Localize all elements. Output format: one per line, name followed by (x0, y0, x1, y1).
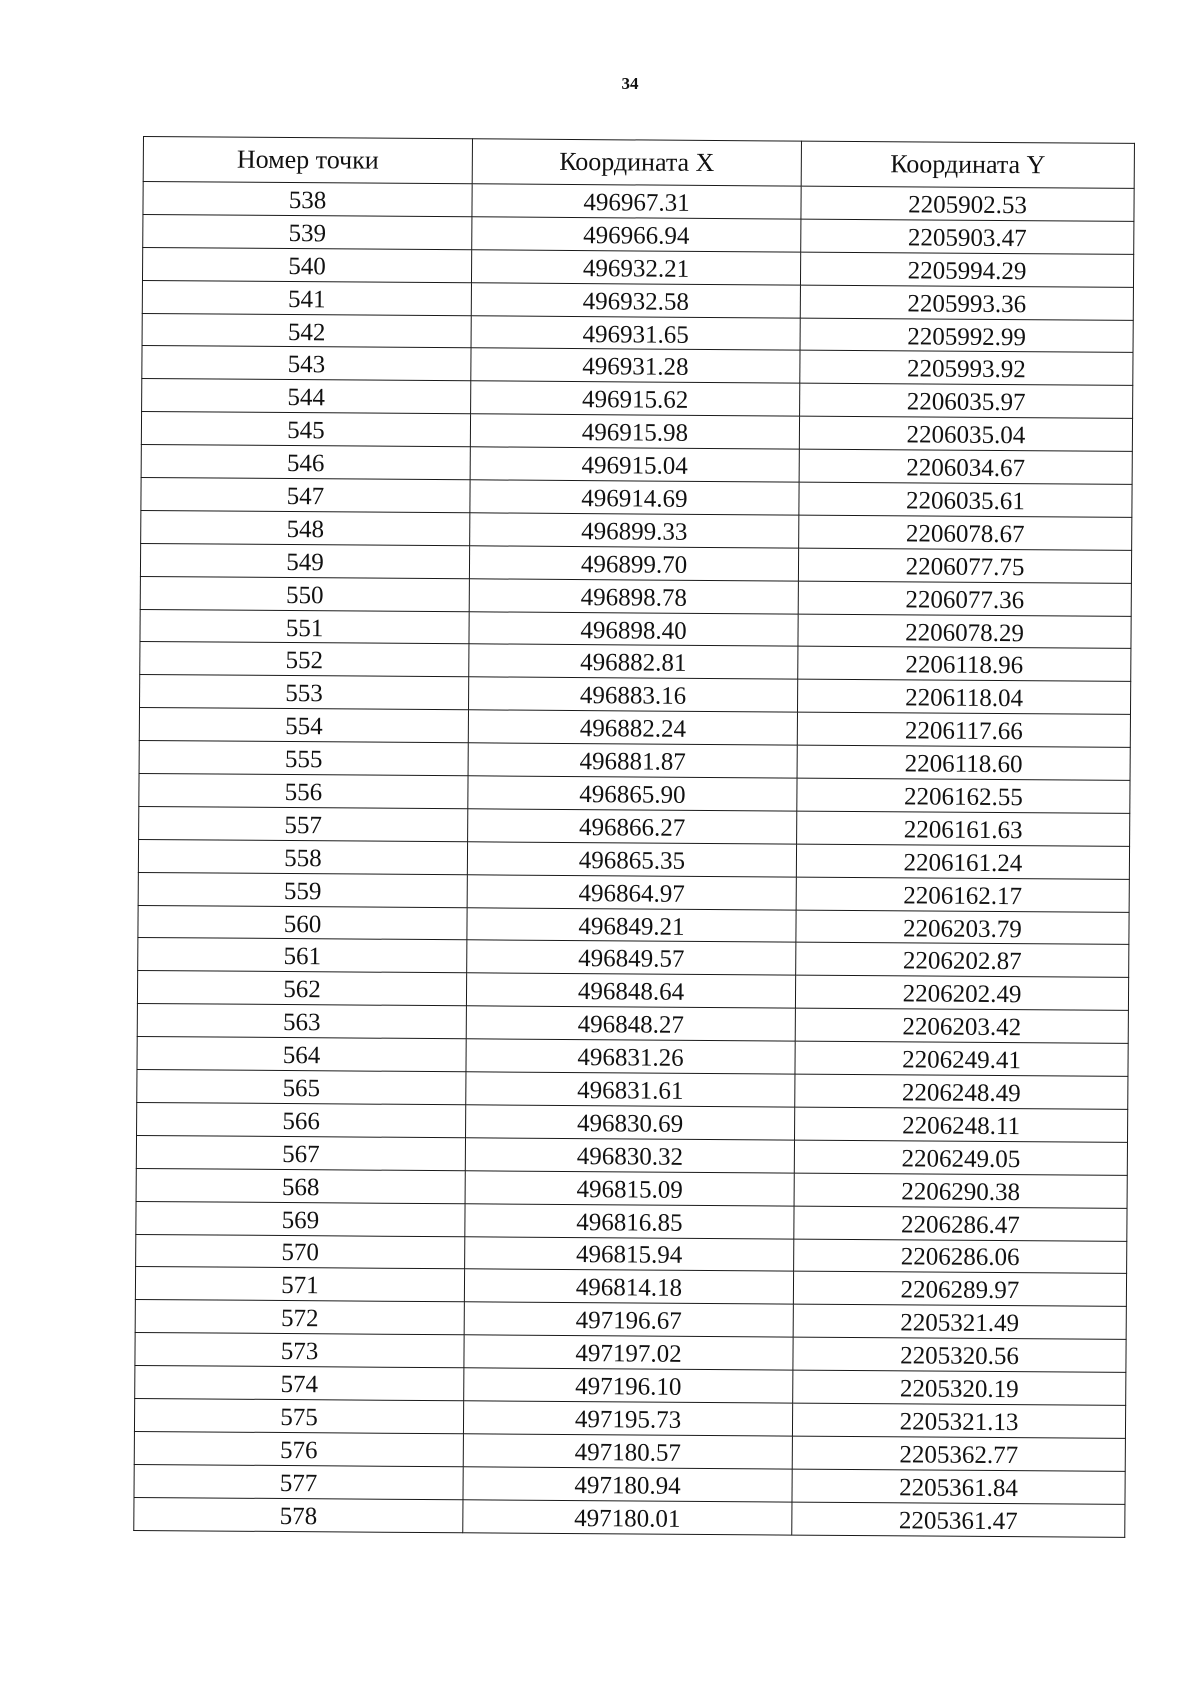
cell-coordinate-y: 2205902.53 (801, 186, 1134, 221)
table-body (134, 182, 1134, 1537)
cell-point-number: 547 (141, 478, 470, 513)
cell-coordinate-y: 2206289.97 (793, 1271, 1126, 1306)
cell-coordinate-y: 2206035.61 (799, 482, 1132, 517)
cell-point-number: 570 (136, 1234, 465, 1269)
cell-coordinate-y: 2206162.55 (797, 778, 1130, 813)
cell-point-number: 555 (139, 741, 468, 776)
cell-coordinate-x: 496848.64 (466, 973, 795, 1008)
cell-coordinate-y: 2206202.87 (796, 943, 1129, 978)
cell-point-number: 565 (137, 1070, 466, 1105)
cell-coordinate-y: 2206248.11 (795, 1107, 1128, 1142)
cell-point-number: 539 (143, 214, 472, 249)
cell-coordinate-x: 496899.70 (469, 546, 798, 581)
cell-point-number: 574 (135, 1366, 464, 1401)
cell-coordinate-y: 2205321.13 (792, 1403, 1125, 1438)
cell-point-number: 572 (135, 1300, 464, 1335)
cell-point-number: 550 (140, 576, 469, 611)
cell-coordinate-x: 496849.57 (467, 940, 796, 975)
header-coordinate-x: Координата X (472, 139, 801, 186)
cell-point-number: 569 (136, 1201, 465, 1236)
cell-coordinate-y: 2206249.05 (794, 1140, 1127, 1175)
cell-coordinate-x: 496830.69 (466, 1105, 795, 1140)
cell-point-number: 558 (138, 839, 467, 874)
cell-coordinate-y: 2206077.75 (798, 548, 1131, 583)
coordinates-table (133, 136, 1135, 1537)
cell-point-number: 553 (140, 675, 469, 710)
cell-coordinate-x: 496966.94 (472, 217, 801, 252)
cell-coordinate-y: 2205993.92 (800, 351, 1133, 386)
cell-point-number: 549 (140, 543, 469, 578)
cell-coordinate-x: 497197.02 (464, 1335, 793, 1370)
cell-point-number: 542 (142, 313, 471, 348)
cell-coordinate-y: 2206035.97 (800, 383, 1133, 418)
cell-coordinate-x: 496865.90 (468, 776, 797, 811)
cell-coordinate-y: 2205362.77 (792, 1436, 1125, 1471)
cell-point-number: 554 (139, 708, 468, 743)
cell-point-number: 564 (137, 1037, 466, 1072)
cell-coordinate-y: 2206161.24 (796, 844, 1129, 879)
page-number: 34 (621, 74, 639, 93)
cell-coordinate-y: 2206286.47 (794, 1206, 1127, 1241)
cell-coordinate-x: 496814.18 (464, 1269, 793, 1304)
cell-coordinate-y: 2206118.96 (798, 647, 1131, 682)
cell-coordinate-y: 2206162.17 (796, 877, 1129, 912)
cell-coordinate-x: 497180.57 (463, 1434, 792, 1469)
cell-coordinate-x: 496931.28 (471, 348, 800, 383)
cell-coordinate-x: 496899.33 (470, 513, 799, 548)
cell-coordinate-x: 496882.81 (469, 644, 798, 679)
cell-coordinate-y: 2206202.49 (795, 975, 1128, 1010)
cell-point-number: 552 (140, 642, 469, 677)
cell-point-number: 577 (134, 1464, 463, 1499)
cell-coordinate-y: 2206248.49 (795, 1074, 1128, 1109)
cell-coordinate-x: 497196.67 (464, 1302, 793, 1337)
cell-point-number: 560 (138, 905, 467, 940)
cell-point-number: 562 (137, 971, 466, 1006)
cell-coordinate-x: 496882.24 (468, 710, 797, 745)
cell-coordinate-x: 496881.87 (468, 743, 797, 778)
cell-point-number: 551 (140, 609, 469, 644)
cell-coordinate-x: 496883.16 (469, 677, 798, 712)
cell-point-number: 567 (136, 1135, 465, 1170)
cell-coordinate-y: 2205361.84 (792, 1469, 1125, 1504)
cell-point-number: 571 (135, 1267, 464, 1302)
cell-coordinate-y: 2205994.29 (800, 252, 1133, 287)
cell-point-number: 573 (135, 1333, 464, 1368)
cell-coordinate-x: 497195.73 (463, 1401, 792, 1436)
cell-point-number: 543 (142, 346, 471, 381)
cell-coordinate-x: 496898.40 (469, 611, 798, 646)
cell-coordinate-y: 2206203.79 (796, 910, 1129, 945)
cell-coordinate-x: 496815.09 (465, 1170, 794, 1205)
cell-point-number: 557 (139, 806, 468, 841)
cell-coordinate-y: 2206286.06 (794, 1239, 1127, 1274)
cell-coordinate-y: 2206118.60 (797, 745, 1130, 780)
cell-point-number: 540 (142, 247, 471, 282)
cell-point-number: 541 (142, 280, 471, 315)
cell-coordinate-x: 496932.58 (471, 282, 800, 317)
cell-coordinate-x: 496866.27 (468, 809, 797, 844)
cell-point-number: 548 (141, 510, 470, 545)
cell-point-number: 546 (141, 445, 470, 480)
cell-coordinate-x: 496815.94 (465, 1236, 794, 1271)
cell-point-number: 568 (136, 1168, 465, 1203)
cell-coordinate-y: 2206117.66 (797, 712, 1130, 747)
cell-coordinate-y: 2206078.67 (799, 515, 1132, 550)
header-coordinate-y: Координата Y (801, 141, 1134, 188)
cell-coordinate-y: 2206035.04 (799, 416, 1132, 451)
cell-coordinate-x: 496915.98 (470, 414, 799, 449)
cell-coordinate-y: 2205361.47 (792, 1502, 1125, 1537)
cell-coordinate-y: 2206034.67 (799, 449, 1132, 484)
cell-coordinate-x: 496915.04 (470, 447, 799, 482)
cell-point-number: 576 (134, 1431, 463, 1466)
cell-point-number: 538 (143, 182, 472, 217)
cell-point-number: 578 (134, 1497, 463, 1532)
cell-point-number: 561 (138, 938, 467, 973)
cell-coordinate-x: 496864.97 (467, 874, 796, 909)
cell-coordinate-y: 2206161.63 (797, 811, 1130, 846)
cell-coordinate-x: 496831.61 (466, 1072, 795, 1107)
cell-coordinate-y: 2206118.04 (797, 679, 1130, 714)
cell-coordinate-x: 496915.62 (471, 381, 800, 416)
cell-coordinate-y: 2205320.56 (793, 1337, 1126, 1372)
cell-coordinate-y: 2205992.99 (800, 318, 1133, 353)
cell-coordinate-x: 497180.94 (463, 1467, 792, 1502)
cell-point-number: 559 (138, 872, 467, 907)
cell-coordinate-x: 496830.32 (465, 1138, 794, 1173)
table-row (134, 1497, 1125, 1537)
cell-coordinate-y: 2206203.42 (795, 1008, 1128, 1043)
cell-coordinate-x: 496967.31 (472, 184, 801, 219)
cell-coordinate-y: 2205321.49 (793, 1304, 1126, 1339)
cell-coordinate-x: 497180.01 (463, 1499, 792, 1534)
cell-coordinate-y: 2205903.47 (801, 219, 1134, 254)
cell-point-number: 563 (137, 1004, 466, 1039)
cell-point-number: 556 (139, 774, 468, 809)
cell-coordinate-x: 496831.26 (466, 1039, 795, 1074)
cell-coordinate-y: 2206290.38 (794, 1173, 1127, 1208)
cell-coordinate-y: 2205993.36 (800, 285, 1133, 320)
cell-coordinate-x: 496849.21 (467, 907, 796, 942)
cell-coordinate-x: 497196.10 (464, 1368, 793, 1403)
cell-coordinate-x: 496816.85 (465, 1203, 794, 1238)
cell-coordinate-y: 2206077.36 (798, 581, 1131, 616)
cell-coordinate-x: 496932.21 (471, 250, 800, 285)
cell-point-number: 575 (134, 1398, 463, 1433)
header-point-number: Номер точки (143, 137, 472, 184)
cell-coordinate-x: 496865.35 (467, 842, 796, 877)
cell-coordinate-y: 2206249.41 (795, 1041, 1128, 1076)
cell-coordinate-y: 2205320.19 (793, 1370, 1126, 1405)
cell-coordinate-x: 496914.69 (470, 480, 799, 515)
cell-coordinate-x: 496848.27 (466, 1006, 795, 1041)
cell-coordinate-x: 496931.65 (471, 315, 800, 350)
cell-point-number: 566 (137, 1102, 466, 1137)
cell-coordinate-y: 2206078.29 (798, 614, 1131, 649)
table-header-row (143, 137, 1134, 189)
cell-coordinate-x: 496898.78 (469, 578, 798, 613)
cell-point-number: 544 (142, 379, 471, 414)
cell-point-number: 545 (141, 412, 470, 447)
